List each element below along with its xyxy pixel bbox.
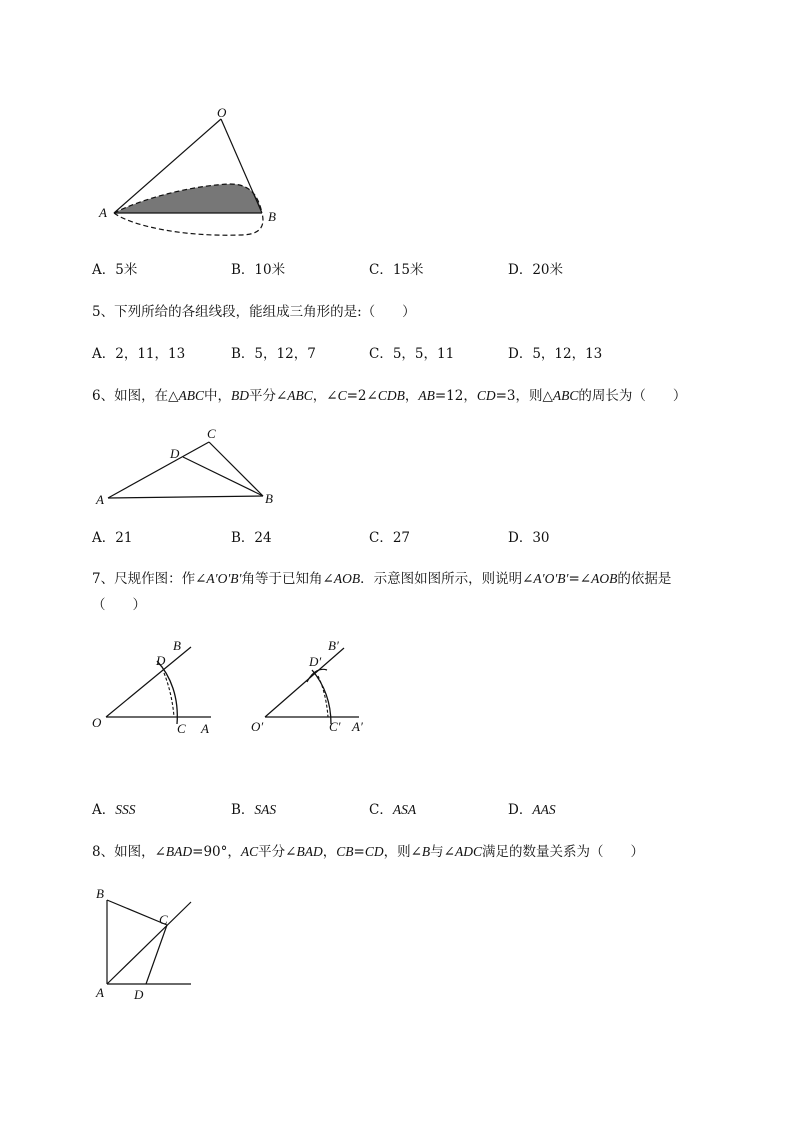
q8-figure (85, 880, 205, 1005)
q6-side-ab (108, 496, 263, 498)
q7-label-c: C (177, 721, 186, 736)
q8-label-b: B (96, 886, 104, 901)
q7-option-c: C．ASA (369, 802, 417, 818)
q4-dashed-arc-lower (114, 213, 263, 235)
q7-ray-o2b2 (265, 648, 344, 717)
q7-label-c2: C′ (329, 719, 341, 734)
q8-label-c: C (159, 912, 168, 927)
q6-figure (90, 420, 290, 515)
q5-stem: 5、下列所给的各组线段，能组成三角形的是:（ ） (92, 304, 416, 320)
q6-option-c: C．27 (369, 530, 411, 546)
q8-segment-bc (107, 900, 167, 925)
q5-option-b: B．5，12，7 (231, 346, 316, 362)
q6-label-a: A (96, 492, 104, 507)
q5-option-c: C．5，5，11 (369, 346, 455, 362)
q6-option-b: B．24 (231, 530, 272, 546)
q7-label-o: O (92, 715, 102, 730)
q7-figure-constructed (245, 630, 385, 740)
q6-label-d: D (170, 446, 180, 461)
q7-label-d2: D′ (309, 654, 322, 669)
q6-option-d: D．30 (508, 530, 550, 546)
q5-option-d: D．5，12，13 (508, 346, 603, 362)
q7-option-b: B．SAS (231, 802, 277, 818)
q4-option-d: D．20米 (508, 262, 564, 278)
q4-label-b: B (268, 209, 276, 224)
q7-label-a2: A′ (352, 719, 363, 734)
q5-option-a: A．2，11，13 (92, 346, 186, 362)
q8-segment-cd (146, 925, 167, 984)
q8-stem: 8、如图，∠BAD=90°，AC平分∠BAD，CB=CD，则∠B与∠ADC满足的数量关系为（ ） (92, 844, 644, 860)
q4-option-c: C．15米 (369, 262, 424, 278)
q6-side-cb (209, 442, 263, 496)
q7-stem: 7、尺规作图：作∠A′O′B′角等于已知角∠AOB．示意图如图所示，则说明∠A′O′B′=∠AOB的依据是 (92, 571, 672, 587)
q6-stem: 6、如图，在△ABC中，BD平分∠ABC，∠C=2∠CDB，AB=12，CD=3，则△ABC的周长为（ ） (92, 388, 687, 404)
q7-option-a: A．SSS (92, 802, 136, 818)
q4-figure (90, 100, 290, 250)
q6-label-b: B (265, 491, 273, 506)
q4-label-a: A (99, 205, 107, 220)
q7-stem-line2: （ ） (92, 597, 146, 613)
q8-ray-ac (107, 902, 191, 984)
q7-ray-ob (106, 647, 191, 717)
q7-label-d: D (156, 653, 166, 668)
q7-label-o2: O′ (251, 719, 264, 734)
q6-side-ac (108, 442, 209, 498)
q4-option-b: B．10米 (231, 262, 286, 278)
q4-label-o: O (217, 105, 227, 120)
q6-segment-bd (183, 457, 263, 496)
q6-option-a: A．21 (92, 530, 133, 546)
q7-figure-original (85, 630, 225, 740)
q8-label-d: D (134, 987, 144, 1002)
q6-label-c: C (207, 426, 216, 441)
q4-shaded-region (114, 184, 262, 213)
q7-option-d: D．AAS (508, 802, 556, 818)
q4-option-a: A．5米 (92, 262, 138, 278)
q7-label-b2: B′ (328, 638, 339, 653)
q7-label-b: B (173, 638, 181, 653)
q8-label-a: A (96, 985, 104, 1000)
q7-label-a: A (201, 721, 209, 736)
